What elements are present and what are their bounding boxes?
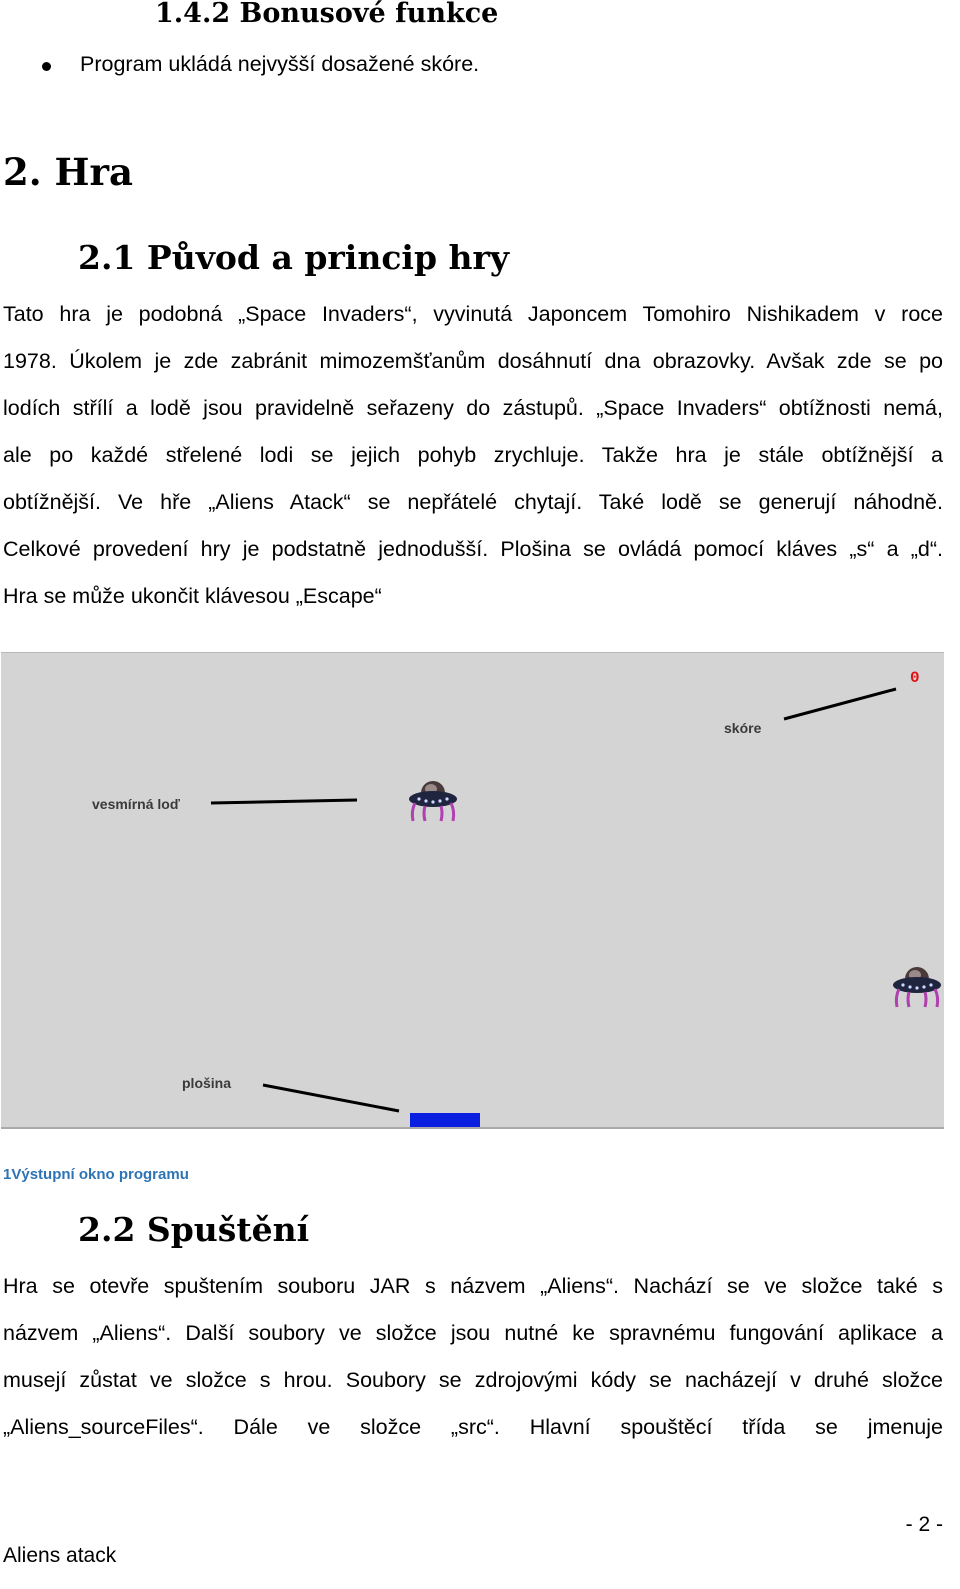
paragraph-line: Tato hra je podobná „Space Invaders“, vyvinutá Japoncem Tomohiro Nishikadem v roce (3, 302, 943, 326)
player-paddle (410, 1113, 480, 1127)
paragraph-line: Hra se může ukončit klávesou „Escape“ (3, 584, 382, 608)
game-heading: 2. Hra (3, 150, 133, 194)
score-label: skóre (724, 720, 762, 736)
bonus-item: Program ukládá nejvyšší dosažené skóre. (80, 52, 480, 76)
paragraph-line: ale po každé střelené lodi se jejich pohyb zrychluje. Takže hra je stále obtížnější a (3, 443, 943, 467)
ship-label: vesmírná loď (92, 796, 180, 812)
bullet-dot (42, 62, 51, 71)
paddle-pointer-line (263, 1085, 399, 1111)
launch-heading: 2.2 Spuštění (78, 1210, 310, 1249)
paragraph-line: názvem „Aliens“. Další soubory ve složce jsou nutné ke spravnému fungování aplikace a (3, 1321, 943, 1345)
paddle-label: plošina (182, 1075, 232, 1091)
paragraph-line: „Aliens_sourceFiles“. Dále ve složce „src“. Hlavní spouštěcí třída se jmenuje (3, 1415, 943, 1439)
paragraph-line: Hra se otevře spuštením souboru JAR s názvem „Aliens“. Nachází se ve složce také s (3, 1274, 943, 1298)
paragraph-line: musejí zůstat ve složce s hrou. Soubory se zdrojovými kódy se nacházejí v druhé složce (3, 1368, 943, 1392)
paragraph-line: lodích střílí a lodě jsou pravidelně seřazeny do zástupů. „Space Invaders“ obtížnosti nemá, (3, 396, 943, 420)
score-value: 0 (910, 669, 920, 687)
origin-heading: 2.1 Původ a princip hry (78, 238, 510, 277)
ship-pointer-line (211, 800, 357, 803)
ufo-icon (889, 961, 944, 1011)
paragraph-line: obtížnější. Ve hře „Aliens Atack“ se nepřátelé chytají. Také lodě se generují náhodně. (3, 490, 943, 514)
game-window-screenshot (1, 652, 944, 1129)
page-number: - 2 - (905, 1513, 943, 1536)
paragraph-line: 1978. Úkolem je zde zabránit mimozemšťanům dosáhnutí dna obrazovky. Avšak zde se po (3, 349, 943, 373)
bonus-heading: 1.4.2 Bonusové funkce (155, 0, 499, 29)
document-title: Aliens atack (3, 1544, 117, 1567)
paragraph-line: Celkové provedení hry je podstatně jednodušší. Plošina se ovládá pomocí kláves „s“ a „d“. (3, 537, 943, 561)
annotation-lines (1, 653, 944, 1127)
ufo-icon (405, 775, 461, 825)
score-pointer-line (784, 689, 896, 719)
figure-caption: 1Výstupní okno programu (3, 1166, 189, 1183)
